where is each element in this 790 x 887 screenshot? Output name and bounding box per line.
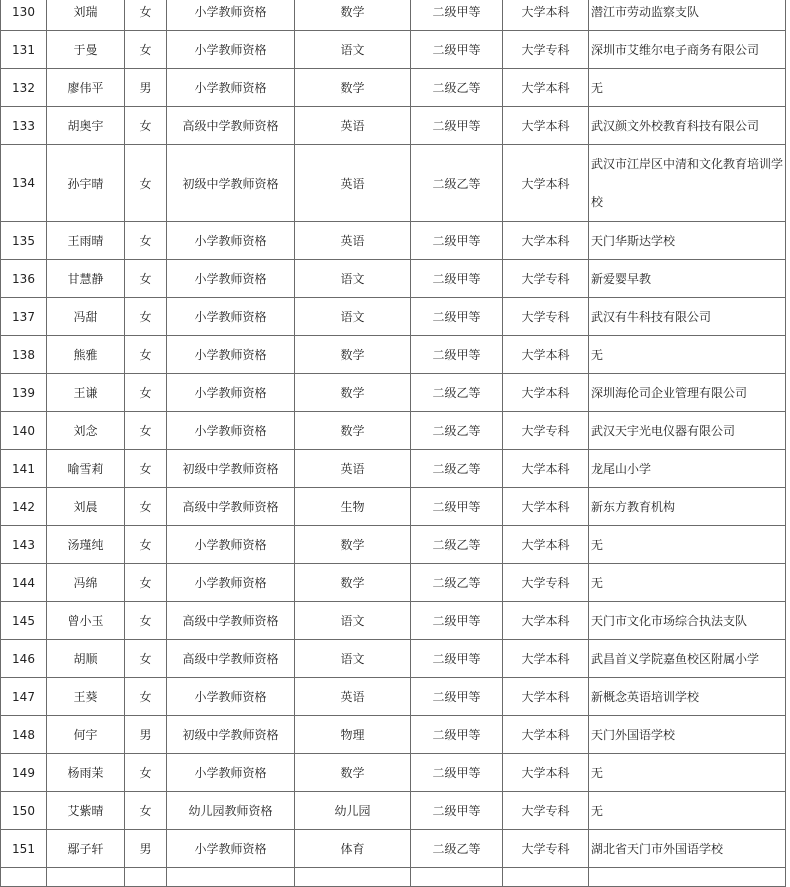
subject-cell: 语文 xyxy=(295,298,411,336)
row-number-cell: 145 xyxy=(1,602,47,640)
row-number-cell: 147 xyxy=(1,678,47,716)
education-cell: 大学专科 xyxy=(503,412,589,450)
subject-cell: 数学 xyxy=(295,69,411,107)
employer-cell: 天门外国语学校 xyxy=(589,716,786,754)
row-number-cell: 151 xyxy=(1,830,47,868)
name-cell: 鄢子轩 xyxy=(47,830,125,868)
mandarin-level-cell: 二级乙等 xyxy=(411,830,503,868)
row-number-cell: 142 xyxy=(1,488,47,526)
employer-cell: 新东方教育机构 xyxy=(589,488,786,526)
mandarin-level-cell: 二级乙等 xyxy=(411,450,503,488)
row-number-cell: 149 xyxy=(1,754,47,792)
employer-cell: 潜江市劳动监察支队 xyxy=(589,0,786,31)
employer-cell: 新概念英语培训学校 xyxy=(589,678,786,716)
qualification-cell: 幼儿园教师资格 xyxy=(167,792,295,830)
name-cell: 刘晨 xyxy=(47,488,125,526)
subject-cell: 数学 xyxy=(295,374,411,412)
employer-cell: 无 xyxy=(589,69,786,107)
subject-cell: 英语 xyxy=(295,678,411,716)
qualification-cell: 小学教师资格 xyxy=(167,754,295,792)
education-cell: 大学本科 xyxy=(503,602,589,640)
employer-cell: 深圳市艾维尔电子商务有限公司 xyxy=(589,31,786,69)
row-number-cell: 144 xyxy=(1,564,47,602)
employer-cell: 武昌首义学院嘉鱼校区附属小学 xyxy=(589,640,786,678)
qualification-cell: 小学教师资格 xyxy=(167,336,295,374)
mandarin-level-cell: 二级甲等 xyxy=(411,678,503,716)
subject-cell: 英语 xyxy=(295,222,411,260)
name-cell: 汤瑾纯 xyxy=(47,526,125,564)
gender-cell: 女 xyxy=(125,564,167,602)
mandarin-level-cell: 二级甲等 xyxy=(411,298,503,336)
education-cell: 大学本科 xyxy=(503,145,589,222)
education-cell: 大学专科 xyxy=(503,260,589,298)
education-cell: 大学专科 xyxy=(503,792,589,830)
row-number-cell: 148 xyxy=(1,716,47,754)
table-row xyxy=(1,412,786,450)
mandarin-level-cell: 二级乙等 xyxy=(411,564,503,602)
mandarin-level-cell: 二级甲等 xyxy=(411,0,503,31)
name-cell: 刘瑞 xyxy=(47,0,125,31)
subject-cell: 数学 xyxy=(295,336,411,374)
gender-cell: 男 xyxy=(125,830,167,868)
table-row xyxy=(1,602,786,640)
gender-cell: 女 xyxy=(125,336,167,374)
employer-cell: 武汉颜文外校教育科技有限公司 xyxy=(589,107,786,145)
education-cell: 大学专科 xyxy=(503,298,589,336)
mandarin-level-cell: 二级甲等 xyxy=(411,31,503,69)
row-number-cell: 135 xyxy=(1,222,47,260)
employer-cell: 无 xyxy=(589,564,786,602)
empty-cell xyxy=(125,868,167,887)
subject-cell: 数学 xyxy=(295,564,411,602)
mandarin-level-cell: 二级乙等 xyxy=(411,374,503,412)
name-cell: 喻雪莉 xyxy=(47,450,125,488)
mandarin-level-cell: 二级乙等 xyxy=(411,145,503,222)
education-cell: 大学本科 xyxy=(503,69,589,107)
employer-cell: 新爱婴早教 xyxy=(589,260,786,298)
mandarin-level-cell: 二级甲等 xyxy=(411,602,503,640)
mandarin-level-cell: 二级甲等 xyxy=(411,640,503,678)
gender-cell: 女 xyxy=(125,450,167,488)
row-number-cell: 150 xyxy=(1,792,47,830)
education-cell: 大学专科 xyxy=(503,31,589,69)
qualification-cell: 初级中学教师资格 xyxy=(167,145,295,222)
gender-cell: 女 xyxy=(125,792,167,830)
employer-cell: 龙尾山小学 xyxy=(589,450,786,488)
name-cell: 甘慧静 xyxy=(47,260,125,298)
education-cell: 大学专科 xyxy=(503,564,589,602)
row-number-cell: 131 xyxy=(1,31,47,69)
subject-cell: 数学 xyxy=(295,526,411,564)
education-cell: 大学本科 xyxy=(503,222,589,260)
education-cell: 大学本科 xyxy=(503,374,589,412)
education-cell: 大学本科 xyxy=(503,0,589,31)
row-number-cell: 132 xyxy=(1,69,47,107)
name-cell: 孙宇晴 xyxy=(47,145,125,222)
subject-cell: 物理 xyxy=(295,716,411,754)
name-cell: 于曼 xyxy=(47,31,125,69)
qualification-cell: 小学教师资格 xyxy=(167,678,295,716)
table-row xyxy=(1,145,786,222)
qualification-cell: 小学教师资格 xyxy=(167,564,295,602)
mandarin-level-cell: 二级甲等 xyxy=(411,107,503,145)
gender-cell: 女 xyxy=(125,298,167,336)
gender-cell: 男 xyxy=(125,716,167,754)
name-cell: 熊雅 xyxy=(47,336,125,374)
employer-cell: 天门市文化市场综合执法支队 xyxy=(589,602,786,640)
table-row xyxy=(1,222,786,260)
gender-cell: 女 xyxy=(125,754,167,792)
qualification-cell: 高级中学教师资格 xyxy=(167,488,295,526)
subject-cell: 英语 xyxy=(295,107,411,145)
empty-cell xyxy=(411,868,503,887)
qualification-cell: 初级中学教师资格 xyxy=(167,716,295,754)
empty-cell xyxy=(47,868,125,887)
qualification-cell: 小学教师资格 xyxy=(167,31,295,69)
gender-cell: 女 xyxy=(125,374,167,412)
subject-cell: 数学 xyxy=(295,754,411,792)
gender-cell: 女 xyxy=(125,222,167,260)
education-cell: 大学本科 xyxy=(503,526,589,564)
table-row-partial xyxy=(1,868,786,887)
empty-cell xyxy=(589,868,786,887)
row-number-cell: 138 xyxy=(1,336,47,374)
qualification-cell: 小学教师资格 xyxy=(167,526,295,564)
education-cell: 大学本科 xyxy=(503,640,589,678)
table-body xyxy=(1,0,786,887)
row-number-cell: 136 xyxy=(1,260,47,298)
row-number-cell: 137 xyxy=(1,298,47,336)
table-row xyxy=(1,792,786,830)
table-row xyxy=(1,450,786,488)
table-row xyxy=(1,488,786,526)
row-number-cell: 139 xyxy=(1,374,47,412)
subject-cell: 语文 xyxy=(295,260,411,298)
employer-cell: 无 xyxy=(589,754,786,792)
empty-cell xyxy=(503,868,589,887)
employer-cell: 武汉市江岸区中清和文化教育培训学校 xyxy=(589,145,786,222)
employer-cell: 湖北省天门市外国语学校 xyxy=(589,830,786,868)
table-row xyxy=(1,298,786,336)
qualification-cell: 小学教师资格 xyxy=(167,222,295,260)
empty-cell xyxy=(1,868,47,887)
qualification-cell: 小学教师资格 xyxy=(167,69,295,107)
subject-cell: 数学 xyxy=(295,412,411,450)
subject-cell: 生物 xyxy=(295,488,411,526)
table-row xyxy=(1,830,786,868)
qualification-cell: 高级中学教师资格 xyxy=(167,640,295,678)
gender-cell: 女 xyxy=(125,640,167,678)
education-cell: 大学本科 xyxy=(503,107,589,145)
subject-cell: 语文 xyxy=(295,602,411,640)
qualification-cell: 小学教师资格 xyxy=(167,298,295,336)
empty-cell xyxy=(167,868,295,887)
row-number-cell: 130 xyxy=(1,0,47,31)
subject-cell: 英语 xyxy=(295,450,411,488)
row-number-cell: 141 xyxy=(1,450,47,488)
row-number-cell: 143 xyxy=(1,526,47,564)
qualification-cell: 小学教师资格 xyxy=(167,830,295,868)
mandarin-level-cell: 二级甲等 xyxy=(411,260,503,298)
table-row xyxy=(1,640,786,678)
gender-cell: 女 xyxy=(125,31,167,69)
table-row xyxy=(1,526,786,564)
gender-cell: 女 xyxy=(125,260,167,298)
gender-cell: 女 xyxy=(125,0,167,31)
row-number-cell: 134 xyxy=(1,145,47,222)
subject-cell: 体育 xyxy=(295,830,411,868)
subject-cell: 幼儿园 xyxy=(295,792,411,830)
table-row xyxy=(1,31,786,69)
education-cell: 大学专科 xyxy=(503,830,589,868)
name-cell: 王谦 xyxy=(47,374,125,412)
row-number-cell: 140 xyxy=(1,412,47,450)
qualification-cell: 高级中学教师资格 xyxy=(167,107,295,145)
qualification-cell: 小学教师资格 xyxy=(167,412,295,450)
row-number-cell: 133 xyxy=(1,107,47,145)
table-row xyxy=(1,564,786,602)
education-cell: 大学本科 xyxy=(503,336,589,374)
education-cell: 大学本科 xyxy=(503,450,589,488)
name-cell: 胡顺 xyxy=(47,640,125,678)
education-cell: 大学本科 xyxy=(503,716,589,754)
mandarin-level-cell: 二级乙等 xyxy=(411,69,503,107)
table-row xyxy=(1,754,786,792)
table-row xyxy=(1,678,786,716)
qualification-cell: 高级中学教师资格 xyxy=(167,602,295,640)
row-number-cell: 146 xyxy=(1,640,47,678)
qualification-cell: 小学教师资格 xyxy=(167,374,295,412)
mandarin-level-cell: 二级甲等 xyxy=(411,488,503,526)
mandarin-level-cell: 二级甲等 xyxy=(411,716,503,754)
name-cell: 曾小玉 xyxy=(47,602,125,640)
name-cell: 冯绵 xyxy=(47,564,125,602)
table-row xyxy=(1,716,786,754)
table-row xyxy=(1,107,786,145)
mandarin-level-cell: 二级甲等 xyxy=(411,222,503,260)
employer-cell: 武汉天宇光电仪器有限公司 xyxy=(589,412,786,450)
subject-cell: 语文 xyxy=(295,640,411,678)
name-cell: 冯甜 xyxy=(47,298,125,336)
name-cell: 王雨晴 xyxy=(47,222,125,260)
table-row xyxy=(1,374,786,412)
mandarin-level-cell: 二级甲等 xyxy=(411,754,503,792)
name-cell: 杨雨茉 xyxy=(47,754,125,792)
qualification-cell: 初级中学教师资格 xyxy=(167,450,295,488)
education-cell: 大学本科 xyxy=(503,488,589,526)
mandarin-level-cell: 二级乙等 xyxy=(411,526,503,564)
gender-cell: 女 xyxy=(125,412,167,450)
education-cell: 大学本科 xyxy=(503,678,589,716)
employer-cell: 无 xyxy=(589,792,786,830)
gender-cell: 女 xyxy=(125,107,167,145)
table-row xyxy=(1,0,786,31)
employer-cell: 深圳海伦司企业管理有限公司 xyxy=(589,374,786,412)
subject-cell: 语文 xyxy=(295,31,411,69)
gender-cell: 女 xyxy=(125,145,167,222)
subject-cell: 英语 xyxy=(295,145,411,222)
mandarin-level-cell: 二级甲等 xyxy=(411,336,503,374)
table-row xyxy=(1,69,786,107)
qualification-cell: 小学教师资格 xyxy=(167,0,295,31)
name-cell: 廖伟平 xyxy=(47,69,125,107)
gender-cell: 女 xyxy=(125,602,167,640)
table-row xyxy=(1,336,786,374)
gender-cell: 男 xyxy=(125,69,167,107)
name-cell: 胡奥宇 xyxy=(47,107,125,145)
name-cell: 何宇 xyxy=(47,716,125,754)
subject-cell: 数学 xyxy=(295,0,411,31)
employer-cell: 天门华斯达学校 xyxy=(589,222,786,260)
name-cell: 王葵 xyxy=(47,678,125,716)
employer-cell: 无 xyxy=(589,336,786,374)
name-cell: 刘念 xyxy=(47,412,125,450)
gender-cell: 女 xyxy=(125,488,167,526)
employer-cell: 武汉有牛科技有限公司 xyxy=(589,298,786,336)
qualification-cell: 小学教师资格 xyxy=(167,260,295,298)
empty-cell xyxy=(295,868,411,887)
gender-cell: 女 xyxy=(125,526,167,564)
gender-cell: 女 xyxy=(125,678,167,716)
employer-cell: 无 xyxy=(589,526,786,564)
name-cell: 艾紫晴 xyxy=(47,792,125,830)
table-row xyxy=(1,260,786,298)
mandarin-level-cell: 二级甲等 xyxy=(411,792,503,830)
mandarin-level-cell: 二级乙等 xyxy=(411,412,503,450)
education-cell: 大学本科 xyxy=(503,754,589,792)
